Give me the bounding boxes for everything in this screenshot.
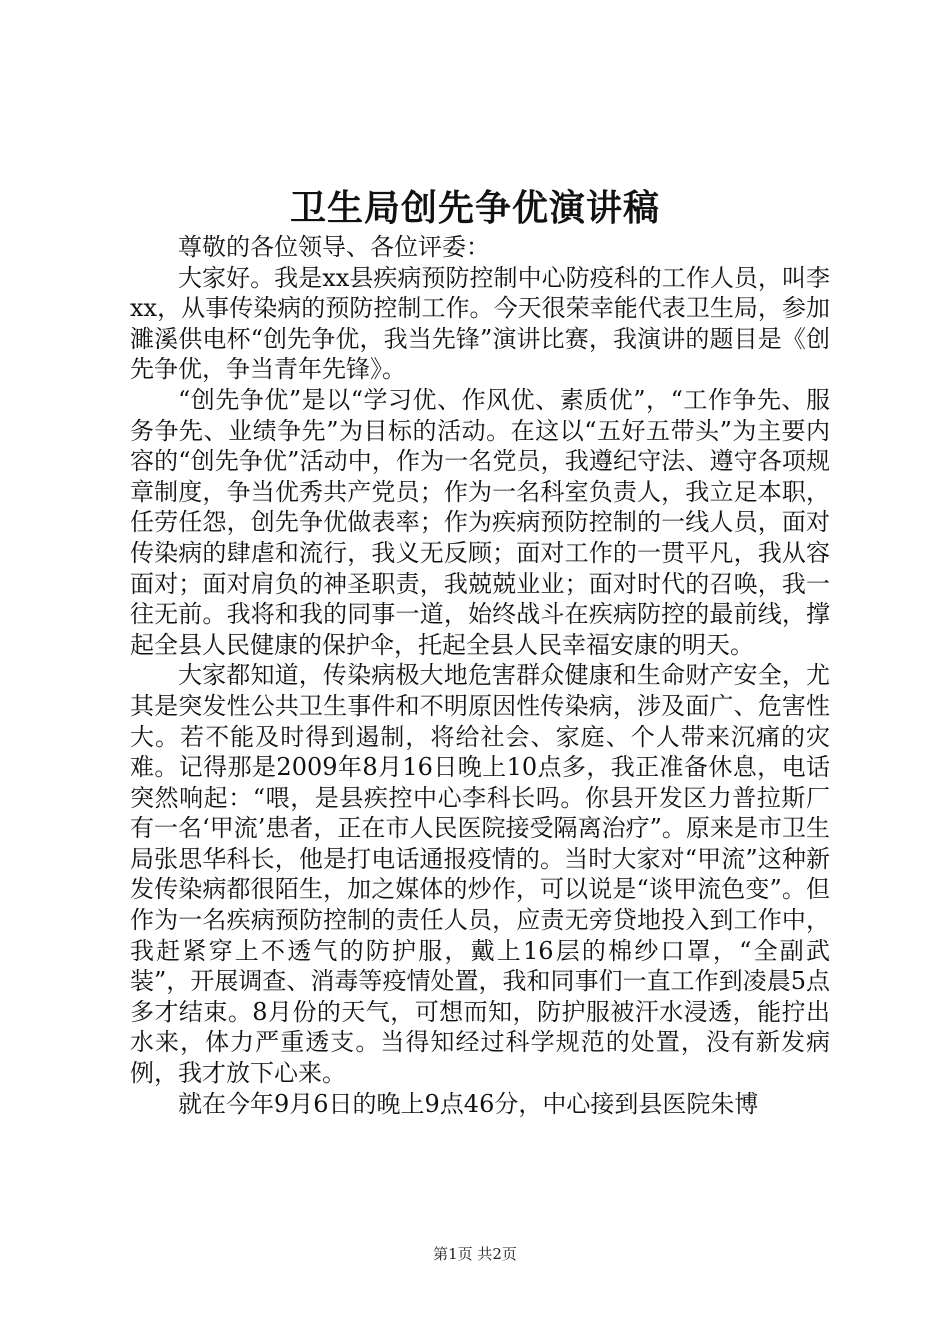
body-paragraph: 就在今年9月6日的晚上9点46分，中心接到县医院朱博 bbox=[178, 1089, 759, 1118]
body-paragraph: 大家都知道，传染病极大地危害群众健康和生命财产安全，尤其是突发性公共卫生事件和不明原因性传染病，涉及面广、危害性大。若不能及时得到遏制，将给社会、家庭、个人带来沉痛的灾难。记得那是2009年8月16日晚上10点多，我正准备休息，电话突然响起：“喂，是县疾控中心李科长吗。你县开发区力普拉斯厂有一名‘甲流’患者，正在市人民医院接受隔离治疗”。原来是市卫生局张思华科长，他是打电话通报疫情的。当时大家对“甲流”这种新发传染病都很陌生，加之媒体的炒作，可以说是“谈甲流色变”。但作为一名疾病预防控制的责任人员，应责无旁贷地投入到工作中，我赶紧穿上不透气的防护服，戴上16层的棉纱口罩，“全副武装”，开展调查、消毒等疫情处置，我和同事们一直工作到凌晨5点多才结束。8月份的天气，可想而知，防护服被汗水浸透，能拧出水来，体力严重透支。当得知经过科学规范的处置，没有新发病例，我才放下心来。 bbox=[130, 661, 830, 1088]
document-title: 卫生局创先争优演讲稿 bbox=[289, 187, 660, 229]
body-paragraph: “创先争优”是以“学习优、作风优、素质优”，“工作争先、服务争先、业绩争先”为目标的活动。在这以“五好五带头”为主要内容的“创先争优”活动中，作为一名党员，我遵纪守法、遵守各项规章制度，争当优秀共产党员；作为一名科室负责人，我立足本职，任劳任怨，创先争优做表率；作为疾病预防控制的一线人员，面对传染病的肆虐和流行，我义无反顾；面对工作的一贯平凡，我从容面对；面对肩负的神圣职责，我兢兢业业；面对时代的召唤，我一往无前。我将和我的同事一道，始终战斗在疾病防控的最前线，撑起全县人民健康的保护伞，托起全县人民幸福安康的明天。 bbox=[130, 385, 830, 659]
document-body bbox=[130, 232, 830, 1119]
body-paragraph: 大家好。我是xx县疾病预防控制中心防疫科的工作人员，叫李xx，从事传染病的预防控制工作。今天很荣幸能代表卫生局，参加濉溪供电杯“创先争优，我当先锋”演讲比赛，我演讲的题目是《创先争优，争当青年先锋》。 bbox=[130, 263, 830, 384]
page-footer: 第1页 共2页 bbox=[433, 1245, 517, 1263]
salutation-paragraph: 尊敬的各位领导、各位评委： bbox=[178, 233, 490, 261]
